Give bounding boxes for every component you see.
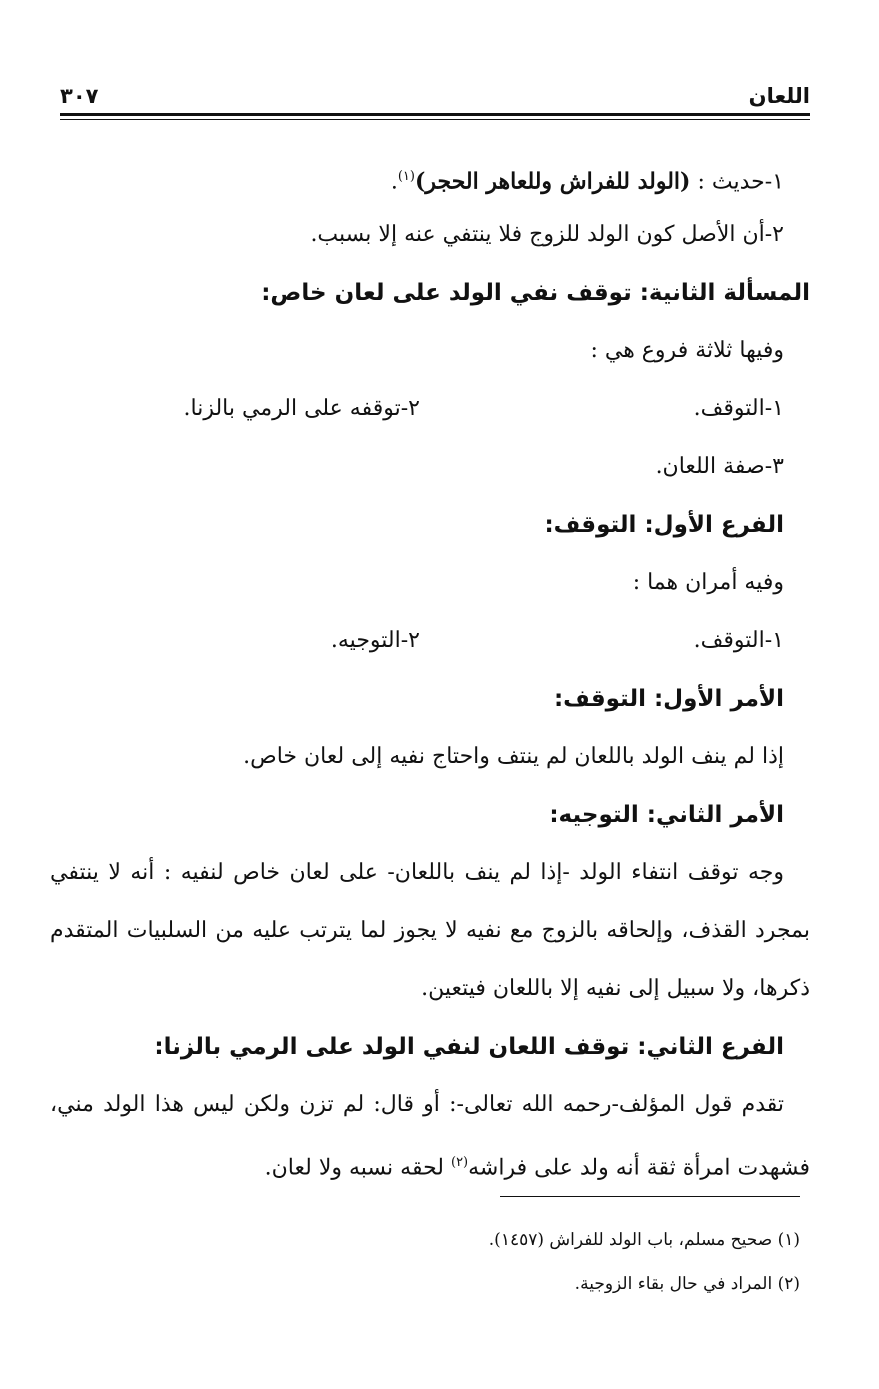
header-rule-thick	[60, 113, 810, 116]
matter-1-text: إذا لم ينف الولد باللعان لم ينتف واحتاج نفيه إلى لعان خاص.	[243, 744, 784, 769]
page-header	[60, 80, 810, 110]
evidence-item-1	[50, 148, 810, 206]
item1-end: .	[390, 169, 398, 195]
footnote-separator	[500, 1196, 800, 1197]
footnote-1: (١) صحيح مسلم، باب الولد للفراش (١٤٥٧).	[488, 1230, 800, 1250]
header-rule-thin	[60, 119, 810, 120]
item1-prefix: ١-حديث :	[690, 169, 784, 195]
heading-branch-1: الفرع الأول: التوقف:	[544, 512, 784, 538]
matter-list-item-2: ٢-التوجيه.	[330, 628, 420, 653]
footnotes	[60, 1218, 800, 1306]
branch-list-item-2: ٢-توقفه على الرمي بالزنا.	[183, 396, 420, 421]
hadith-quote: (الولد للفراش وللعاهر الحجر)	[414, 168, 691, 195]
branch2-text-b: لحقه نسبه ولا لعان.	[264, 1155, 451, 1181]
evidence-item-2: ٢-أن الأصل كون الولد للزوج فلا ينتفي عنه إلا بسبب.	[310, 222, 784, 247]
footnote-ref-2: (٢)	[450, 1155, 469, 1170]
matter-2-paragraph: وجه توقف انتفاء الولد -إذا لم ينف باللعان- على لعان خاص لنفيه : أنه لا ينتفي بمجرد القذف، وإلحاقه بالزوج مع نفيه لا يجوز لما يترتب عليه من السلبيات المتقدم ذكرها، ولا سبيل إلى نفيه إلا باللعان فيتعين.	[50, 860, 810, 1001]
branch-list-item-1: ١-التوقف.	[693, 396, 784, 421]
footnote-2: (٢) المراد في حال بقاء الزوجية.	[574, 1274, 800, 1294]
branch-2-paragraph	[50, 1076, 810, 1197]
branch2-text-a: تقدم قول المؤلف-رحمه الله تعالى-: أو قال: لم تزن ولكن ليس هذا الولد مني، فشهدت امرأة ثقة أنه ولد على فراشه	[50, 1092, 810, 1181]
footnote-ref-1: (١)	[397, 169, 415, 184]
chapter-title: اللعان	[748, 84, 810, 108]
page-number: ٣٠٧	[60, 84, 99, 108]
matter-list-item-1: ١-التوقف.	[693, 628, 784, 653]
matters-list-row	[50, 612, 810, 670]
branches-intro: وفيها ثلاثة فروع هي :	[590, 338, 784, 363]
matters-intro: وفيه أمران هما :	[632, 570, 784, 595]
branches-list-row	[50, 380, 810, 438]
heading-matter-1: الأمر الأول: التوقف:	[553, 686, 784, 712]
heading-matter-2: الأمر الثاني: التوجيه:	[549, 802, 784, 828]
heading-issue-2: المسألة الثانية: توقف نفي الولد على لعان خاص:	[261, 280, 810, 306]
main-text	[50, 148, 810, 1197]
heading-branch-2: الفرع الثاني: توقف اللعان لنفي الولد على الرمي بالزنا:	[154, 1034, 784, 1060]
branch-list-item-3: ٣-صفة اللعان.	[655, 454, 784, 479]
